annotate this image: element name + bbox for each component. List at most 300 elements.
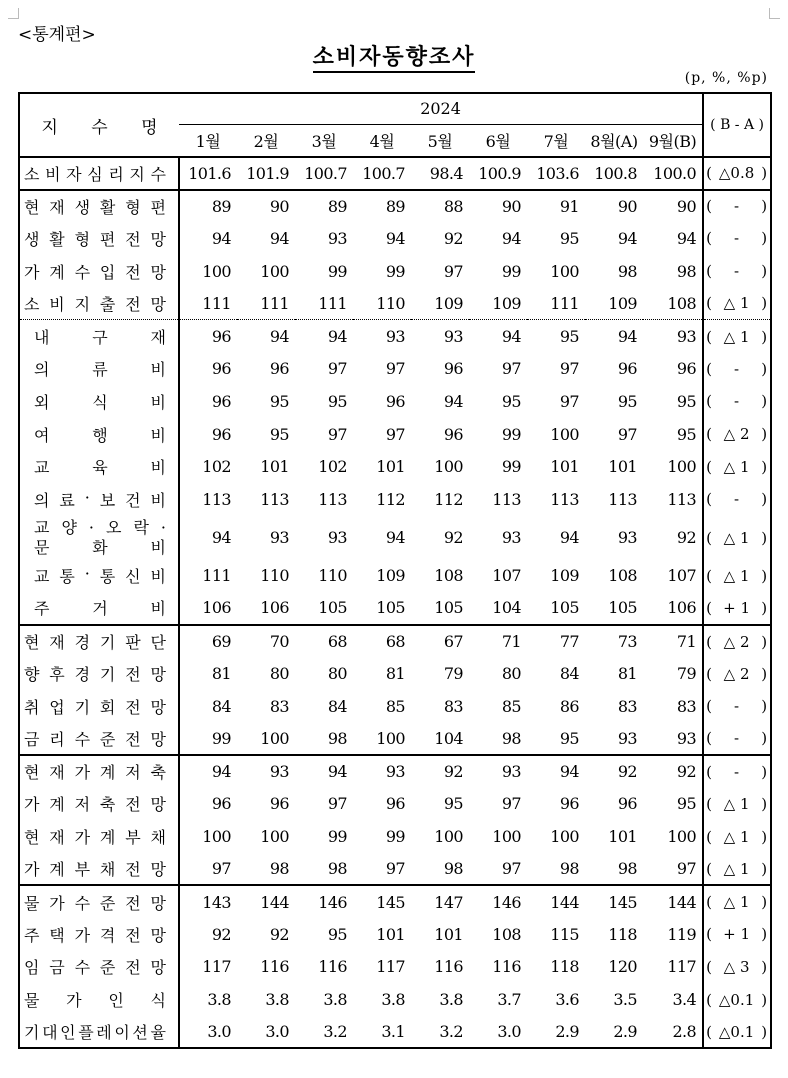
value-cell: 110 [318, 566, 347, 586]
value-cell: 95 [527, 723, 585, 756]
paren-close: ) [761, 197, 768, 216]
value-cell: 97 [327, 794, 347, 814]
value-cell: 113 [318, 489, 347, 509]
row-label-text: 물 가 수 준 전 망 [24, 893, 166, 913]
row-label-text: 내 구 재 [34, 328, 166, 348]
value-cell: 100.8 [585, 157, 643, 190]
value-cell: 106 [237, 592, 295, 625]
paren-open: ( [706, 457, 712, 476]
value-cell: 106 [179, 592, 237, 625]
value-cell: 119 [667, 924, 697, 944]
diff-cell [703, 320, 771, 353]
value-cell: 71 [676, 632, 697, 652]
table-row [19, 723, 771, 756]
paren-close: ) [761, 598, 768, 617]
row-label-text: 금 리 수 준 전 망 [24, 729, 166, 749]
table-row [19, 255, 771, 288]
header-month: 4월 [353, 124, 411, 157]
value-cell: 108 [608, 566, 637, 586]
row-label-text: 소 비 지 출 전 망 [24, 294, 166, 314]
paren-open: ( [706, 294, 712, 313]
diff-cell [703, 287, 771, 320]
diff-value: △ 1 [723, 566, 750, 585]
section-tag: <통계편> [18, 25, 96, 45]
value-cell: 94 [676, 228, 697, 248]
value-cell: 3.8 [439, 990, 463, 1010]
value-cell: 93 [501, 528, 521, 548]
value-cell: 3.8 [381, 990, 405, 1010]
paren-open: ( [706, 990, 712, 1009]
diff-value: - [734, 490, 740, 509]
value-cell: 113 [202, 489, 231, 509]
value-cell: 92 [443, 762, 463, 782]
value-cell: 93 [501, 762, 521, 782]
value-cell: 84 [327, 696, 347, 716]
header-month: 8월(A) [585, 124, 643, 157]
paren-open: ( [706, 490, 712, 509]
value-cell: 85 [501, 696, 521, 716]
value-cell: 144 [550, 892, 579, 912]
value-cell: 100 [202, 827, 231, 847]
paren-open: ( [706, 528, 712, 547]
value-cell: 97 [501, 359, 521, 379]
diff-value: + 1 [723, 925, 751, 944]
value-cell: 93 [353, 320, 411, 353]
diff-value: △ 2 [723, 425, 750, 444]
paren-open: ( [706, 632, 712, 651]
row-label [19, 516, 179, 560]
value-cell: 109 [492, 293, 521, 313]
header-year: 2024 [179, 93, 703, 124]
paren-open: ( [706, 229, 712, 248]
paren-close: ) [761, 632, 768, 651]
value-cell: 100 [260, 261, 289, 281]
diff-cell [703, 157, 771, 190]
table-row [19, 885, 771, 918]
table-row [19, 1016, 771, 1049]
value-cell: 98 [585, 853, 643, 886]
row-label [19, 657, 179, 690]
value-cell: 96 [211, 424, 231, 444]
statistics-table [18, 92, 772, 1049]
value-cell: 100 [353, 723, 411, 756]
diff-cell [703, 885, 771, 918]
value-cell: 94 [617, 228, 637, 248]
row-label [19, 560, 179, 593]
table-row [19, 560, 771, 593]
value-cell: 94 [211, 228, 231, 248]
value-cell: 94 [469, 320, 527, 353]
value-cell: 143 [202, 892, 231, 912]
value-cell: 99 [501, 424, 521, 444]
value-cell: 2.8 [672, 1022, 697, 1042]
row-label [19, 450, 179, 483]
paren-close: ) [761, 490, 768, 509]
value-cell: 101 [550, 457, 579, 477]
row-label [19, 788, 179, 821]
value-cell: 98 [237, 853, 295, 886]
diff-value: △ 1 [723, 893, 750, 912]
row-label [19, 755, 179, 788]
value-cell: 92 [676, 528, 697, 548]
value-cell: 92 [269, 924, 289, 944]
page-title-text: 소비자동향조사 [313, 44, 476, 73]
value-cell: 99 [385, 261, 405, 281]
unit-label: (p, %, %p) [684, 70, 768, 86]
value-cell: 96 [179, 320, 237, 353]
row-label-text: 가 계 부 채 전 망 [24, 860, 166, 880]
diff-value: △ 1 [723, 457, 750, 476]
value-cell: 93 [585, 723, 643, 756]
row-label-text: 교 통 · 통 신 비 [34, 564, 166, 587]
paren-close: ) [761, 697, 768, 716]
value-cell: 111 [202, 293, 231, 313]
value-cell: 96 [211, 391, 231, 411]
value-cell: 97 [443, 261, 463, 281]
table-row [19, 418, 771, 451]
diff-value: △ 2 [723, 664, 750, 683]
value-cell: 109 [434, 293, 463, 313]
value-cell: 108 [434, 566, 463, 586]
value-cell: 97 [327, 359, 347, 379]
value-cell: 71 [501, 632, 521, 652]
row-label [19, 918, 179, 951]
value-cell: 96 [559, 794, 579, 814]
header-month: 7월 [527, 124, 585, 157]
header-month: 3월 [295, 124, 353, 157]
value-cell: 120 [608, 957, 637, 977]
row-label [19, 625, 179, 658]
diff-value: △ 1 [723, 827, 750, 846]
diff-cell [703, 625, 771, 658]
value-cell: 3.8 [207, 990, 231, 1010]
value-cell: 80 [327, 664, 347, 684]
row-label [19, 287, 179, 320]
diff-value: △ 2 [723, 632, 750, 651]
value-cell: 98 [469, 723, 527, 756]
diff-cell [703, 690, 771, 723]
paren-close: ) [761, 262, 768, 281]
value-cell: 100.7 [353, 157, 411, 190]
value-cell: 96 [269, 359, 289, 379]
paren-open: ( [706, 729, 712, 748]
value-cell: 105 [527, 592, 585, 625]
value-cell: 106 [643, 592, 703, 625]
paren-open: ( [706, 164, 712, 183]
diff-cell [703, 853, 771, 886]
diff-value: + 1 [723, 598, 751, 617]
diff-cell [703, 983, 771, 1016]
table-row [19, 353, 771, 386]
paren-close: ) [761, 762, 768, 781]
paren-close: ) [761, 229, 768, 248]
row-label [19, 983, 179, 1016]
paren-open: ( [706, 425, 712, 444]
value-cell: 95 [327, 391, 347, 411]
value-cell: 116 [492, 957, 521, 977]
diff-value: △ 1 [723, 528, 750, 547]
value-cell: 101 [376, 457, 405, 477]
value-cell: 93 [327, 228, 347, 248]
value-cell: 99 [327, 261, 347, 281]
diff-value: - [734, 359, 740, 378]
value-cell: 111 [318, 293, 347, 313]
value-cell: 83 [617, 696, 637, 716]
table-row [19, 385, 771, 418]
page-title [0, 40, 788, 71]
value-cell: 105 [585, 592, 643, 625]
value-cell: 113 [260, 489, 289, 509]
value-cell: 146 [492, 892, 521, 912]
paren-close: ) [761, 664, 768, 683]
diff-cell [703, 255, 771, 288]
paren-open: ( [706, 859, 712, 878]
row-label-text: 현 재 생 활 형 편 [24, 197, 166, 217]
value-cell: 3.4 [672, 990, 697, 1010]
paren-close: ) [761, 794, 768, 813]
value-cell: 101.6 [179, 157, 237, 190]
header-month: 1월 [179, 124, 237, 157]
value-cell: 146 [318, 892, 347, 912]
value-cell: 83 [269, 696, 289, 716]
header-name-col: 지 수 명 [19, 93, 179, 157]
row-label-text: 의 류 비 [34, 360, 166, 380]
value-cell: 99 [385, 827, 405, 847]
value-cell: 3.2 [439, 1022, 463, 1042]
diff-cell [703, 418, 771, 451]
value-cell: 96 [385, 794, 405, 814]
row-label-text-line2: 문 화 비 [34, 537, 166, 557]
value-cell: 96 [617, 794, 637, 814]
value-cell: 95 [676, 424, 697, 444]
header-month: 5월 [411, 124, 469, 157]
value-cell: 110 [376, 293, 405, 313]
paren-close: ) [761, 893, 768, 912]
paren-open: ( [706, 197, 712, 216]
page-corner-mark [769, 8, 780, 19]
row-label-text: 생 활 형 편 전 망 [24, 229, 166, 249]
value-cell: 79 [443, 664, 463, 684]
value-cell: 100 [202, 261, 231, 281]
value-cell: 100 [434, 827, 463, 847]
value-cell: 95 [327, 924, 347, 944]
table-row [19, 755, 771, 788]
value-cell: 97 [385, 359, 405, 379]
value-cell: 108 [492, 924, 521, 944]
value-cell: 93 [411, 320, 469, 353]
value-cell: 117 [667, 957, 697, 977]
value-cell: 94 [443, 391, 463, 411]
value-cell: 111 [202, 566, 231, 586]
value-cell: 97 [559, 359, 579, 379]
row-label-text: 교 육 비 [34, 458, 166, 478]
paren-open: ( [706, 1022, 712, 1041]
value-cell: 91 [559, 196, 579, 216]
value-cell: 81 [617, 664, 637, 684]
paren-open: ( [706, 664, 712, 683]
value-cell: 2.9 [613, 1022, 637, 1042]
table-row [19, 625, 771, 658]
value-cell: 100.7 [295, 157, 353, 190]
value-cell: 98 [295, 853, 353, 886]
paren-close: ) [761, 294, 768, 313]
value-cell: 109 [608, 293, 637, 313]
paren-open: ( [706, 598, 712, 617]
diff-value: - [734, 762, 740, 781]
value-cell: 100 [434, 457, 463, 477]
value-cell: 97 [501, 794, 521, 814]
value-cell: 100 [550, 827, 579, 847]
value-cell: 92 [211, 924, 231, 944]
row-label [19, 353, 179, 386]
table-row [19, 951, 771, 984]
value-cell: 107 [492, 566, 521, 586]
value-cell: 3.0 [207, 1022, 231, 1042]
value-cell: 96 [443, 424, 463, 444]
value-cell: 3.6 [555, 990, 579, 1010]
paren-open: ( [706, 359, 712, 378]
paren-close: ) [761, 327, 768, 346]
value-cell: 77 [559, 632, 579, 652]
value-cell: 79 [676, 664, 697, 684]
row-label [19, 951, 179, 984]
value-cell: 97 [327, 424, 347, 444]
value-cell: 104 [411, 723, 469, 756]
paren-close: ) [761, 990, 768, 1009]
value-cell: 95 [269, 424, 289, 444]
value-cell: 144 [667, 892, 697, 912]
diff-value: - [734, 229, 740, 248]
diff-cell [703, 222, 771, 255]
row-label-text: 가 계 저 축 전 망 [24, 795, 166, 815]
row-label [19, 320, 179, 353]
row-label-text: 기 대 인 플 레 이 션 율 [24, 1023, 166, 1043]
value-cell: 84 [211, 696, 231, 716]
paren-close: ) [761, 392, 768, 411]
value-cell: 113 [492, 489, 521, 509]
value-cell: 80 [269, 664, 289, 684]
value-cell: 101 [260, 457, 289, 477]
paren-open: ( [706, 762, 712, 781]
value-cell: 3.2 [323, 1022, 347, 1042]
row-label-text: 의 료 · 보 건 비 [34, 487, 166, 510]
table-row [19, 450, 771, 483]
row-label-text: 현 재 가 계 저 축 [24, 763, 166, 783]
diff-value: △ 1 [723, 794, 750, 813]
value-cell: 92 [617, 762, 637, 782]
value-cell: 97 [559, 391, 579, 411]
value-cell: 117 [202, 957, 231, 977]
row-label [19, 385, 179, 418]
table-row [19, 592, 771, 625]
value-cell: 81 [385, 664, 405, 684]
value-cell: 96 [385, 391, 405, 411]
value-cell: 101 [434, 924, 463, 944]
value-cell: 109 [550, 566, 579, 586]
value-cell: 112 [434, 489, 463, 509]
row-label-text: 물 가 인 식 [24, 991, 166, 1011]
value-cell: 97 [617, 424, 637, 444]
value-cell: 94 [501, 228, 521, 248]
value-cell: 94 [269, 228, 289, 248]
row-label [19, 820, 179, 853]
paren-open: ( [706, 262, 712, 281]
paren-close: ) [761, 925, 768, 944]
diff-cell [703, 788, 771, 821]
value-cell: 97 [385, 424, 405, 444]
value-cell: 99 [501, 457, 521, 477]
value-cell: 101.9 [237, 157, 295, 190]
header-month: 2월 [237, 124, 295, 157]
paren-close: ) [761, 359, 768, 378]
value-cell: 112 [376, 489, 405, 509]
value-cell: 105 [295, 592, 353, 625]
diff-cell [703, 951, 771, 984]
value-cell: 100 [550, 261, 579, 281]
diff-value: △ 1 [723, 294, 750, 313]
value-cell: 99 [179, 723, 237, 756]
value-cell: 94 [385, 528, 405, 548]
table-row [19, 657, 771, 690]
row-label-text: 주 택 가 격 전 망 [24, 925, 166, 945]
value-cell: 90 [676, 196, 697, 216]
value-cell: 99 [501, 261, 521, 281]
value-cell: 93 [385, 762, 405, 782]
diff-cell [703, 560, 771, 593]
diff-cell [703, 483, 771, 516]
paren-close: ) [761, 957, 768, 976]
row-label-text: 가 계 수 입 전 망 [24, 262, 166, 282]
value-cell: 96 [443, 359, 463, 379]
value-cell: 93 [643, 320, 703, 353]
value-cell: 111 [550, 293, 579, 313]
value-cell: 105 [411, 592, 469, 625]
value-cell: 95 [527, 320, 585, 353]
value-cell: 99 [327, 827, 347, 847]
diff-cell [703, 450, 771, 483]
value-cell: 86 [559, 696, 579, 716]
diff-value: - [734, 197, 740, 216]
value-cell: 84 [559, 664, 579, 684]
value-cell: 110 [260, 566, 289, 586]
value-cell: 83 [443, 696, 463, 716]
row-label-text: 향 후 경 기 전 망 [24, 665, 166, 685]
paren-close: ) [761, 164, 768, 183]
paren-open: ( [706, 827, 712, 846]
paren-open: ( [706, 566, 712, 585]
value-cell: 94 [327, 762, 347, 782]
value-cell: 98 [295, 723, 353, 756]
diff-value: △ 1 [723, 859, 750, 878]
value-cell: 95 [676, 794, 697, 814]
value-cell: 98 [676, 261, 697, 281]
value-cell: 96 [211, 794, 231, 814]
value-cell: 83 [676, 696, 697, 716]
value-cell: 101 [608, 457, 637, 477]
value-cell: 89 [385, 196, 405, 216]
value-cell: 101 [608, 827, 637, 847]
value-cell: 89 [327, 196, 347, 216]
value-cell: 93 [269, 762, 289, 782]
value-cell: 69 [211, 632, 231, 652]
value-cell: 94 [295, 320, 353, 353]
value-cell: 3.8 [265, 990, 289, 1010]
value-cell: 92 [443, 528, 463, 548]
row-label [19, 255, 179, 288]
value-cell: 96 [211, 359, 231, 379]
value-cell: 113 [550, 489, 579, 509]
value-cell: 97 [179, 853, 237, 886]
